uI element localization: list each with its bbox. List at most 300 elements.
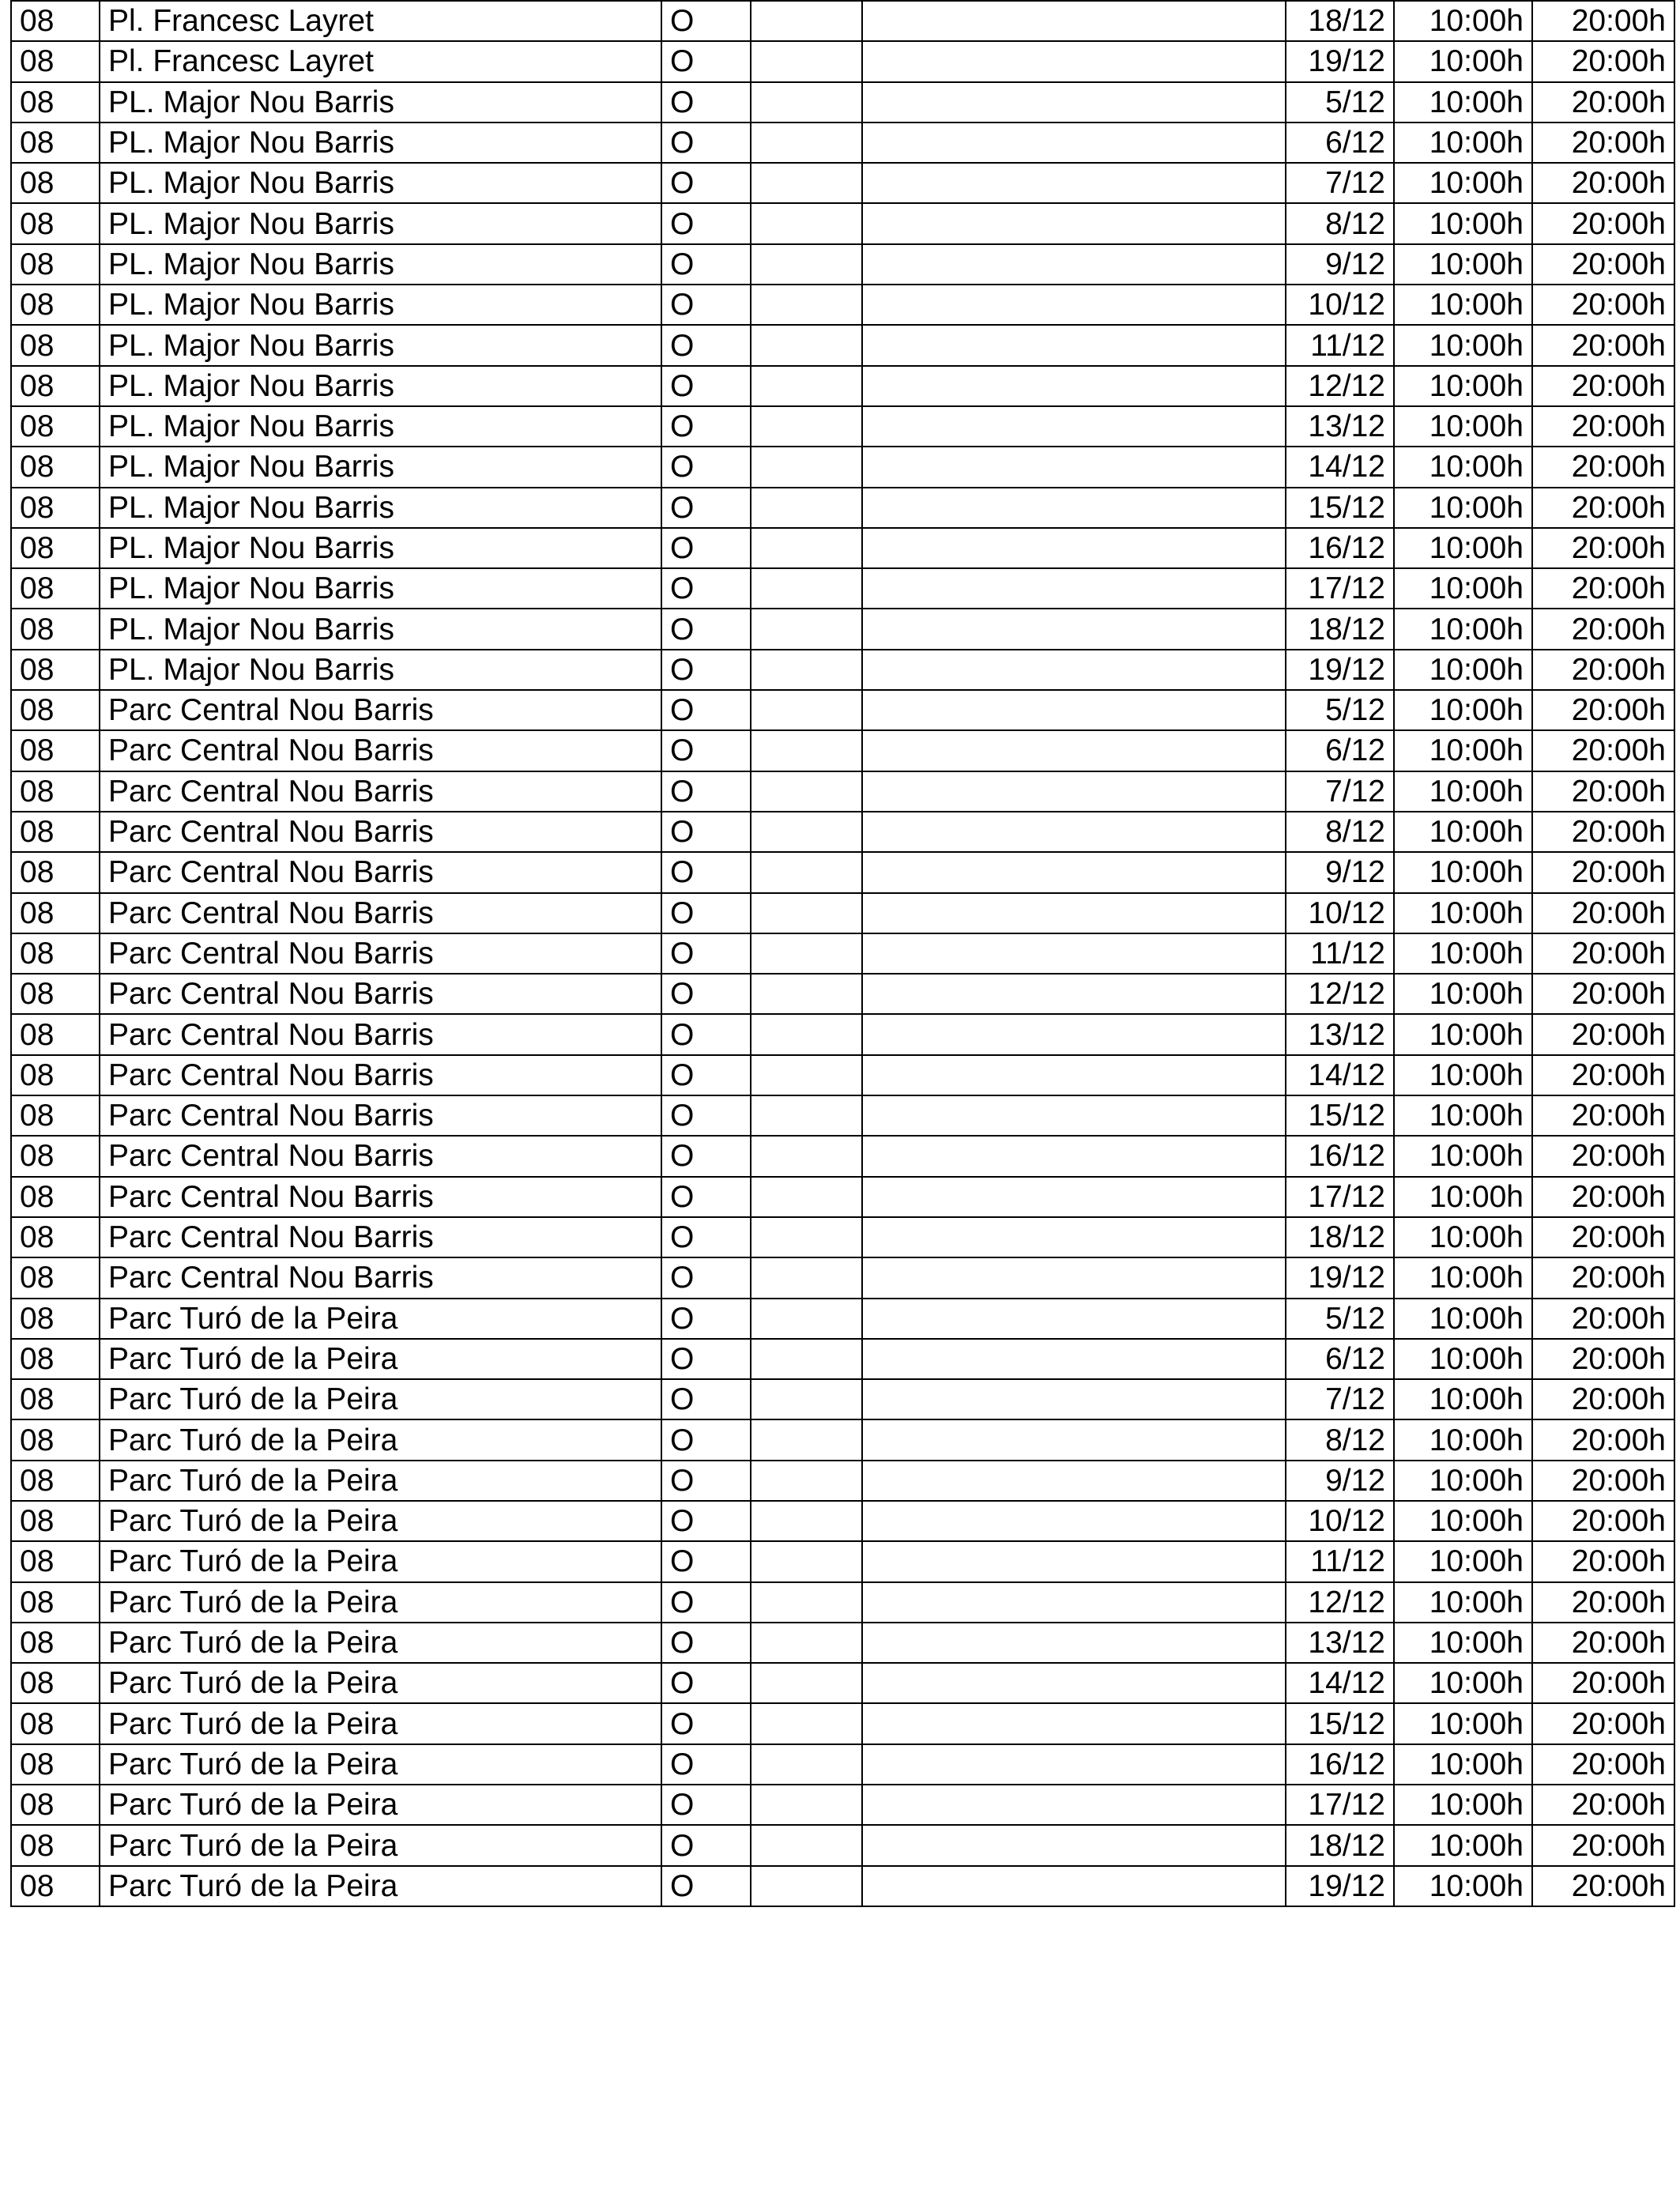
empty-cell-b	[862, 933, 1286, 974]
type-cell: O	[661, 1541, 751, 1581]
type-cell: O	[661, 163, 751, 203]
end-time-cell: 20:00h	[1532, 730, 1674, 771]
empty-cell-b	[862, 123, 1286, 163]
end-time-cell: 20:00h	[1532, 1785, 1674, 1825]
location-cell: Parc Turó de la Peira	[100, 1461, 661, 1501]
start-time-cell: 10:00h	[1394, 812, 1532, 852]
end-time-cell: 20:00h	[1532, 41, 1674, 81]
empty-cell-b	[862, 1, 1286, 41]
location-cell: Parc Turó de la Peira	[100, 1825, 661, 1865]
location-cell: PL. Major Nou Barris	[100, 123, 661, 163]
table-row	[11, 1177, 1674, 1217]
start-time-cell: 10:00h	[1394, 1136, 1532, 1176]
empty-cell-a	[751, 82, 862, 123]
date-cell: 18/12	[1286, 1, 1394, 41]
location-cell: PL. Major Nou Barris	[100, 528, 661, 568]
table-row	[11, 1339, 1674, 1379]
date-cell: 9/12	[1286, 244, 1394, 285]
empty-cell-a	[751, 1582, 862, 1623]
empty-cell-b	[862, 325, 1286, 365]
district-code-cell: 08	[11, 730, 100, 771]
empty-cell-a	[751, 1177, 862, 1217]
type-cell: O	[661, 1136, 751, 1176]
table-row	[11, 488, 1674, 528]
empty-cell-a	[751, 650, 862, 690]
table-row	[11, 730, 1674, 771]
empty-cell-a	[751, 933, 862, 974]
empty-cell-a	[751, 1703, 862, 1744]
location-cell: Parc Central Nou Barris	[100, 690, 661, 730]
date-cell: 19/12	[1286, 1257, 1394, 1298]
type-cell: O	[661, 1419, 751, 1460]
end-time-cell: 20:00h	[1532, 1299, 1674, 1339]
table-row	[11, 1379, 1674, 1419]
type-cell: O	[661, 568, 751, 609]
district-code-cell: 08	[11, 488, 100, 528]
location-cell: Parc Central Nou Barris	[100, 1217, 661, 1257]
district-code-cell: 08	[11, 1217, 100, 1257]
table-row	[11, 893, 1674, 933]
location-cell: PL. Major Nou Barris	[100, 366, 661, 406]
table-row	[11, 203, 1674, 243]
table-row	[11, 609, 1674, 649]
empty-cell-b	[862, 366, 1286, 406]
date-cell: 18/12	[1286, 609, 1394, 649]
start-time-cell: 10:00h	[1394, 1623, 1532, 1663]
empty-cell-b	[862, 1217, 1286, 1257]
end-time-cell: 20:00h	[1532, 893, 1674, 933]
type-cell: O	[661, 1257, 751, 1298]
date-cell: 15/12	[1286, 1095, 1394, 1136]
district-code-cell: 08	[11, 1257, 100, 1298]
date-cell: 10/12	[1286, 285, 1394, 325]
type-cell: O	[661, 1825, 751, 1865]
location-cell: Parc Turó de la Peira	[100, 1501, 661, 1541]
table-row	[11, 690, 1674, 730]
end-time-cell: 20:00h	[1532, 1501, 1674, 1541]
empty-cell-a	[751, 1379, 862, 1419]
end-time-cell: 20:00h	[1532, 244, 1674, 285]
location-cell: Parc Central Nou Barris	[100, 812, 661, 852]
start-time-cell: 10:00h	[1394, 1785, 1532, 1825]
end-time-cell: 20:00h	[1532, 1461, 1674, 1501]
empty-cell-b	[862, 1623, 1286, 1663]
empty-cell-a	[751, 325, 862, 365]
empty-cell-a	[751, 366, 862, 406]
empty-cell-b	[862, 528, 1286, 568]
location-cell: PL. Major Nou Barris	[100, 325, 661, 365]
table-row	[11, 285, 1674, 325]
district-code-cell: 08	[11, 82, 100, 123]
start-time-cell: 10:00h	[1394, 123, 1532, 163]
table-row	[11, 244, 1674, 285]
empty-cell-b	[862, 852, 1286, 892]
type-cell: O	[661, 203, 751, 243]
start-time-cell: 10:00h	[1394, 41, 1532, 81]
date-cell: 13/12	[1286, 1014, 1394, 1054]
start-time-cell: 10:00h	[1394, 1582, 1532, 1623]
table-row	[11, 1419, 1674, 1460]
empty-cell-a	[751, 609, 862, 649]
end-time-cell: 20:00h	[1532, 1217, 1674, 1257]
district-code-cell: 08	[11, 406, 100, 447]
end-time-cell: 20:00h	[1532, 163, 1674, 203]
end-time-cell: 20:00h	[1532, 325, 1674, 365]
empty-cell-b	[862, 488, 1286, 528]
table-row	[11, 82, 1674, 123]
start-time-cell: 10:00h	[1394, 609, 1532, 649]
district-code-cell: 08	[11, 1055, 100, 1095]
end-time-cell: 20:00h	[1532, 1866, 1674, 1906]
type-cell: O	[661, 488, 751, 528]
start-time-cell: 10:00h	[1394, 244, 1532, 285]
location-cell: PL. Major Nou Barris	[100, 447, 661, 487]
table-row	[11, 528, 1674, 568]
district-code-cell: 08	[11, 1501, 100, 1541]
start-time-cell: 10:00h	[1394, 1217, 1532, 1257]
location-cell: Parc Turó de la Peira	[100, 1582, 661, 1623]
type-cell: O	[661, 690, 751, 730]
end-time-cell: 20:00h	[1532, 852, 1674, 892]
type-cell: O	[661, 82, 751, 123]
type-cell: O	[661, 1299, 751, 1339]
schedule-table-body	[11, 1, 1674, 1906]
empty-cell-b	[862, 1136, 1286, 1176]
start-time-cell: 10:00h	[1394, 771, 1532, 812]
end-time-cell: 20:00h	[1532, 1136, 1674, 1176]
type-cell: O	[661, 1014, 751, 1054]
empty-cell-a	[751, 123, 862, 163]
table-row	[11, 1785, 1674, 1825]
location-cell: Parc Turó de la Peira	[100, 1379, 661, 1419]
type-cell: O	[661, 1623, 751, 1663]
table-row	[11, 366, 1674, 406]
type-cell: O	[661, 650, 751, 690]
empty-cell-a	[751, 1825, 862, 1865]
location-cell: PL. Major Nou Barris	[100, 609, 661, 649]
date-cell: 12/12	[1286, 974, 1394, 1014]
table-row	[11, 1461, 1674, 1501]
end-time-cell: 20:00h	[1532, 488, 1674, 528]
table-row	[11, 1663, 1674, 1703]
table-row	[11, 1014, 1674, 1054]
type-cell: O	[661, 893, 751, 933]
empty-cell-a	[751, 1419, 862, 1460]
type-cell: O	[661, 1744, 751, 1785]
district-code-cell: 08	[11, 812, 100, 852]
empty-cell-b	[862, 447, 1286, 487]
table-row	[11, 163, 1674, 203]
end-time-cell: 20:00h	[1532, 1379, 1674, 1419]
start-time-cell: 10:00h	[1394, 1744, 1532, 1785]
date-cell: 8/12	[1286, 812, 1394, 852]
empty-cell-a	[751, 1217, 862, 1257]
empty-cell-a	[751, 1136, 862, 1176]
empty-cell-a	[751, 1055, 862, 1095]
location-cell: Parc Central Nou Barris	[100, 1014, 661, 1054]
district-code-cell: 08	[11, 1825, 100, 1865]
empty-cell-b	[862, 163, 1286, 203]
start-time-cell: 10:00h	[1394, 568, 1532, 609]
date-cell: 18/12	[1286, 1217, 1394, 1257]
date-cell: 5/12	[1286, 690, 1394, 730]
location-cell: Parc Turó de la Peira	[100, 1866, 661, 1906]
empty-cell-b	[862, 1541, 1286, 1581]
empty-cell-b	[862, 1703, 1286, 1744]
end-time-cell: 20:00h	[1532, 203, 1674, 243]
end-time-cell: 20:00h	[1532, 1055, 1674, 1095]
empty-cell-b	[862, 1744, 1286, 1785]
start-time-cell: 10:00h	[1394, 933, 1532, 974]
start-time-cell: 10:00h	[1394, 1177, 1532, 1217]
empty-cell-a	[751, 568, 862, 609]
type-cell: O	[661, 528, 751, 568]
district-code-cell: 08	[11, 650, 100, 690]
end-time-cell: 20:00h	[1532, 1177, 1674, 1217]
type-cell: O	[661, 1461, 751, 1501]
empty-cell-b	[862, 568, 1286, 609]
date-cell: 14/12	[1286, 1055, 1394, 1095]
start-time-cell: 10:00h	[1394, 1541, 1532, 1581]
empty-cell-a	[751, 1866, 862, 1906]
date-cell: 6/12	[1286, 1339, 1394, 1379]
empty-cell-a	[751, 203, 862, 243]
start-time-cell: 10:00h	[1394, 1055, 1532, 1095]
date-cell: 6/12	[1286, 123, 1394, 163]
end-time-cell: 20:00h	[1532, 1541, 1674, 1581]
start-time-cell: 10:00h	[1394, 1095, 1532, 1136]
location-cell: Parc Central Nou Barris	[100, 1136, 661, 1176]
location-cell: Parc Central Nou Barris	[100, 1095, 661, 1136]
start-time-cell: 10:00h	[1394, 1866, 1532, 1906]
type-cell: O	[661, 771, 751, 812]
table-row	[11, 1, 1674, 41]
empty-cell-a	[751, 285, 862, 325]
start-time-cell: 10:00h	[1394, 1257, 1532, 1298]
type-cell: O	[661, 933, 751, 974]
end-time-cell: 20:00h	[1532, 812, 1674, 852]
table-row	[11, 1217, 1674, 1257]
end-time-cell: 20:00h	[1532, 82, 1674, 123]
end-time-cell: 20:00h	[1532, 366, 1674, 406]
empty-cell-a	[751, 1663, 862, 1703]
empty-cell-b	[862, 1419, 1286, 1460]
empty-cell-b	[862, 1299, 1286, 1339]
empty-cell-a	[751, 730, 862, 771]
empty-cell-a	[751, 893, 862, 933]
type-cell: O	[661, 852, 751, 892]
date-cell: 6/12	[1286, 730, 1394, 771]
district-code-cell: 08	[11, 974, 100, 1014]
district-code-cell: 08	[11, 1623, 100, 1663]
empty-cell-a	[751, 1, 862, 41]
district-code-cell: 08	[11, 1663, 100, 1703]
district-code-cell: 08	[11, 447, 100, 487]
date-cell: 9/12	[1286, 1461, 1394, 1501]
table-row	[11, 1744, 1674, 1785]
location-cell: Parc Turó de la Peira	[100, 1744, 661, 1785]
district-code-cell: 08	[11, 244, 100, 285]
date-cell: 15/12	[1286, 1703, 1394, 1744]
district-code-cell: 08	[11, 325, 100, 365]
date-cell: 17/12	[1286, 568, 1394, 609]
type-cell: O	[661, 447, 751, 487]
empty-cell-b	[862, 1582, 1286, 1623]
district-code-cell: 08	[11, 1866, 100, 1906]
location-cell: PL. Major Nou Barris	[100, 82, 661, 123]
table-row	[11, 1866, 1674, 1906]
table-row	[11, 852, 1674, 892]
type-cell: O	[661, 1582, 751, 1623]
type-cell: O	[661, 1095, 751, 1136]
empty-cell-a	[751, 771, 862, 812]
empty-cell-b	[862, 1866, 1286, 1906]
location-cell: PL. Major Nou Barris	[100, 568, 661, 609]
district-code-cell: 08	[11, 1339, 100, 1379]
location-cell: Parc Turó de la Peira	[100, 1785, 661, 1825]
type-cell: O	[661, 244, 751, 285]
type-cell: O	[661, 812, 751, 852]
type-cell: O	[661, 1055, 751, 1095]
date-cell: 16/12	[1286, 1744, 1394, 1785]
table-row	[11, 1623, 1674, 1663]
empty-cell-b	[862, 1501, 1286, 1541]
end-time-cell: 20:00h	[1532, 123, 1674, 163]
end-time-cell: 20:00h	[1532, 1419, 1674, 1460]
location-cell: Parc Central Nou Barris	[100, 852, 661, 892]
district-code-cell: 08	[11, 771, 100, 812]
end-time-cell: 20:00h	[1532, 1582, 1674, 1623]
location-cell: Parc Central Nou Barris	[100, 1055, 661, 1095]
date-cell: 8/12	[1286, 203, 1394, 243]
start-time-cell: 10:00h	[1394, 730, 1532, 771]
district-code-cell: 08	[11, 163, 100, 203]
date-cell: 10/12	[1286, 893, 1394, 933]
date-cell: 13/12	[1286, 406, 1394, 447]
end-time-cell: 20:00h	[1532, 1014, 1674, 1054]
end-time-cell: 20:00h	[1532, 1623, 1674, 1663]
empty-cell-a	[751, 1461, 862, 1501]
start-time-cell: 10:00h	[1394, 1461, 1532, 1501]
empty-cell-b	[862, 1014, 1286, 1054]
start-time-cell: 10:00h	[1394, 366, 1532, 406]
empty-cell-a	[751, 244, 862, 285]
empty-cell-b	[862, 1461, 1286, 1501]
location-cell: PL. Major Nou Barris	[100, 488, 661, 528]
empty-cell-a	[751, 1501, 862, 1541]
location-cell: Parc Turó de la Peira	[100, 1703, 661, 1744]
end-time-cell: 20:00h	[1532, 528, 1674, 568]
table-row	[11, 325, 1674, 365]
empty-cell-b	[862, 1095, 1286, 1136]
district-code-cell: 08	[11, 203, 100, 243]
table-row	[11, 1541, 1674, 1581]
empty-cell-b	[862, 1055, 1286, 1095]
district-code-cell: 08	[11, 1744, 100, 1785]
table-row	[11, 447, 1674, 487]
district-code-cell: 08	[11, 1299, 100, 1339]
type-cell: O	[661, 41, 751, 81]
district-code-cell: 08	[11, 690, 100, 730]
empty-cell-b	[862, 812, 1286, 852]
table-row	[11, 1501, 1674, 1541]
end-time-cell: 20:00h	[1532, 690, 1674, 730]
type-cell: O	[661, 366, 751, 406]
end-time-cell: 20:00h	[1532, 771, 1674, 812]
date-cell: 17/12	[1286, 1177, 1394, 1217]
date-cell: 5/12	[1286, 1299, 1394, 1339]
start-time-cell: 10:00h	[1394, 1299, 1532, 1339]
end-time-cell: 20:00h	[1532, 406, 1674, 447]
empty-cell-a	[751, 1014, 862, 1054]
start-time-cell: 10:00h	[1394, 528, 1532, 568]
type-cell: O	[661, 1177, 751, 1217]
empty-cell-a	[751, 852, 862, 892]
empty-cell-a	[751, 1339, 862, 1379]
table-row	[11, 771, 1674, 812]
start-time-cell: 10:00h	[1394, 1, 1532, 41]
date-cell: 8/12	[1286, 1419, 1394, 1460]
type-cell: O	[661, 1663, 751, 1703]
type-cell: O	[661, 325, 751, 365]
empty-cell-a	[751, 41, 862, 81]
table-row	[11, 1703, 1674, 1744]
location-cell: PL. Major Nou Barris	[100, 406, 661, 447]
table-row	[11, 974, 1674, 1014]
empty-cell-b	[862, 1257, 1286, 1298]
table-row	[11, 1055, 1674, 1095]
district-code-cell: 08	[11, 933, 100, 974]
type-cell: O	[661, 730, 751, 771]
end-time-cell: 20:00h	[1532, 1339, 1674, 1379]
empty-cell-b	[862, 690, 1286, 730]
location-cell: Parc Central Nou Barris	[100, 933, 661, 974]
date-cell: 12/12	[1286, 366, 1394, 406]
end-time-cell: 20:00h	[1532, 568, 1674, 609]
district-code-cell: 08	[11, 528, 100, 568]
start-time-cell: 10:00h	[1394, 406, 1532, 447]
district-code-cell: 08	[11, 1419, 100, 1460]
district-code-cell: 08	[11, 1136, 100, 1176]
district-code-cell: 08	[11, 1461, 100, 1501]
type-cell: O	[661, 285, 751, 325]
start-time-cell: 10:00h	[1394, 1014, 1532, 1054]
district-code-cell: 08	[11, 1095, 100, 1136]
end-time-cell: 20:00h	[1532, 1663, 1674, 1703]
empty-cell-b	[862, 974, 1286, 1014]
district-code-cell: 08	[11, 568, 100, 609]
date-cell: 13/12	[1286, 1623, 1394, 1663]
start-time-cell: 10:00h	[1394, 285, 1532, 325]
start-time-cell: 10:00h	[1394, 447, 1532, 487]
type-cell: O	[661, 974, 751, 1014]
empty-cell-a	[751, 1623, 862, 1663]
empty-cell-b	[862, 1663, 1286, 1703]
table-row	[11, 1095, 1674, 1136]
empty-cell-a	[751, 974, 862, 1014]
start-time-cell: 10:00h	[1394, 852, 1532, 892]
location-cell: Parc Central Nou Barris	[100, 730, 661, 771]
start-time-cell: 10:00h	[1394, 82, 1532, 123]
empty-cell-a	[751, 1299, 862, 1339]
location-cell: Parc Turó de la Peira	[100, 1339, 661, 1379]
start-time-cell: 10:00h	[1394, 488, 1532, 528]
date-cell: 5/12	[1286, 82, 1394, 123]
end-time-cell: 20:00h	[1532, 1703, 1674, 1744]
end-time-cell: 20:00h	[1532, 285, 1674, 325]
location-cell: Parc Central Nou Barris	[100, 893, 661, 933]
district-code-cell: 08	[11, 893, 100, 933]
